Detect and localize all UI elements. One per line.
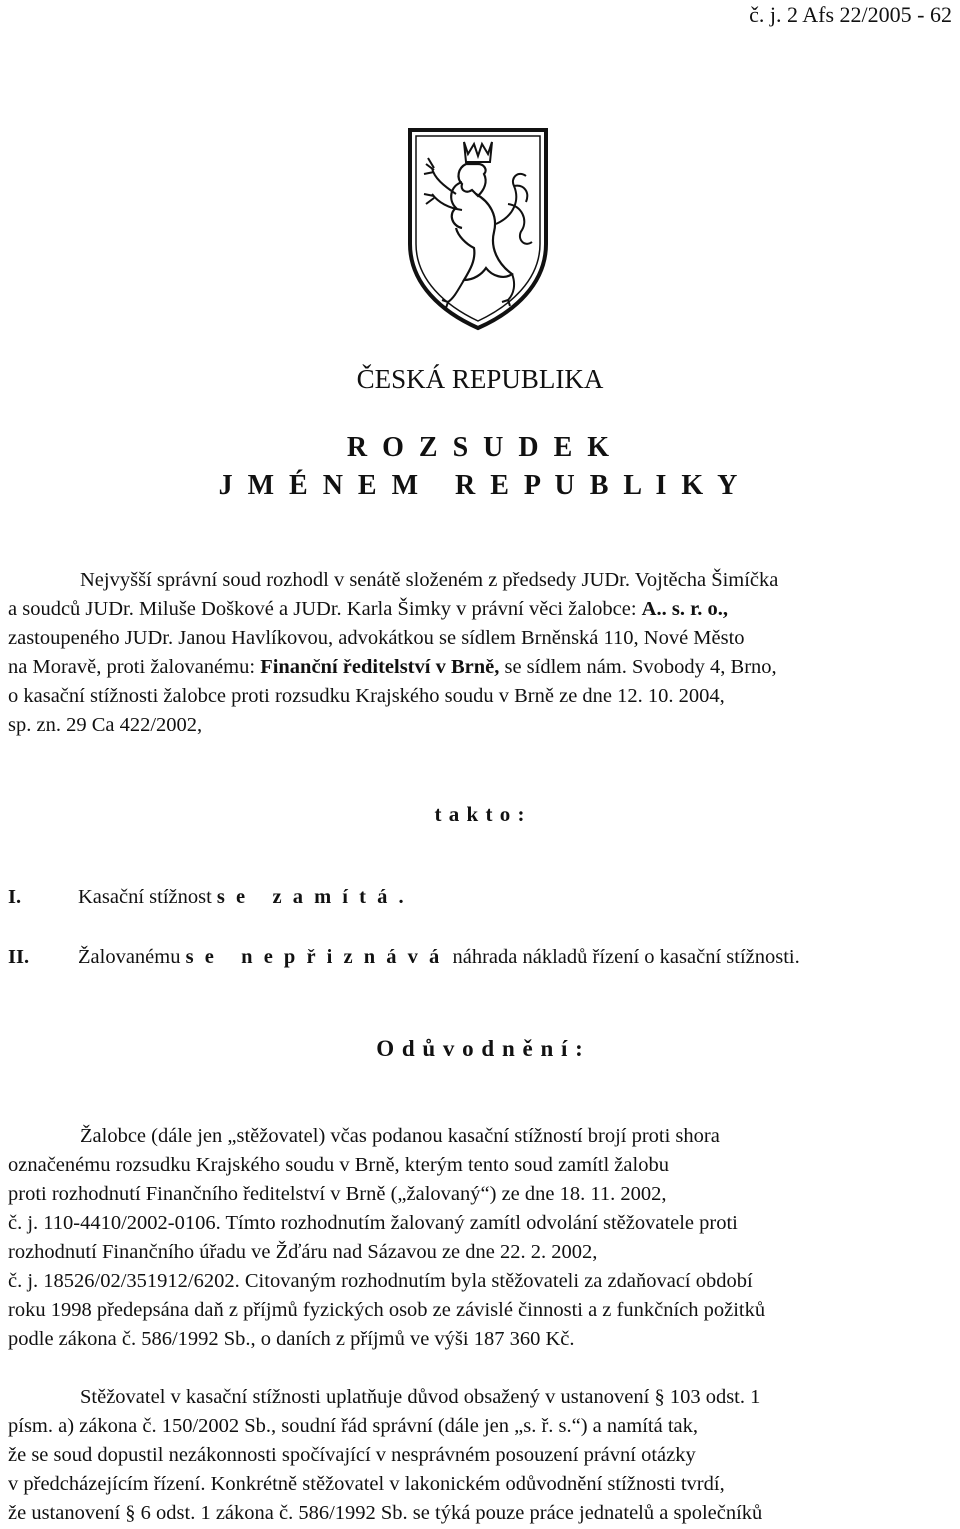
intro-line-2: a soudců JUDr. Miluše Doškové a JUDr. Karla Šimky v právní věci žalobce: A.. s. r. o., bbox=[8, 598, 729, 620]
body-line: písm. a) zákona č. 150/2002 Sb., soudní řád správní (dále jen „s. ř. s.“) a namítá tak, bbox=[8, 1415, 698, 1437]
body-line: podle zákona č. 586/1992 Sb., o daních z příjmů ve výši 187 360 Kč. bbox=[8, 1328, 575, 1350]
body-line: že ustanovení § 6 odst. 1 zákona č. 586/1992 Sb. se týká pouze práce jednatelů a společníků bbox=[8, 1502, 763, 1524]
verdict-item-1: I. Kasační stížnost s e z a m í t á . bbox=[8, 886, 407, 908]
intro-line-4: na Moravě, proti žalovanému: Finanční ředitelství v Brně, se sídlem nám. Svobody 4, Brno, bbox=[8, 656, 777, 678]
body-line: Žalobce (dále jen „stěžovatel) včas podanou kasační stížností brojí proti shora bbox=[80, 1125, 720, 1147]
intro-line-6: sp. zn. 29 Ca 422/2002, bbox=[8, 714, 203, 736]
body-line: roku 1998 předepsána daň z příjmů fyzických osob ze závislé činnosti a z funkčních požitků bbox=[8, 1299, 766, 1321]
body-line: Stěžovatel v kasační stížnosti uplatňuje důvod obsažený v ustanovení § 103 odst. 1 bbox=[80, 1386, 761, 1408]
body-line: označenému rozsudku Krajského soudu v Brně, kterým tento soud zamítl žalobu bbox=[8, 1154, 669, 1176]
body-line: v předcházejícím řízení. Konkrétně stěžovatel v lakonickém odůvodnění stížnosti tvrdí, bbox=[8, 1473, 725, 1495]
case-reference: č. j. 2 Afs 22/2005 - 62 bbox=[749, 2, 952, 27]
intro-line-5: o kasační stížnosti žalobce proti rozsudku Krajského soudu v Brně ze dne 12. 10. 2004, bbox=[8, 685, 725, 707]
defendant-name: Finanční ředitelství v Brně, bbox=[260, 656, 500, 678]
state-name: ČESKÁ REPUBLIKA bbox=[356, 364, 604, 394]
intro-paragraph bbox=[8, 566, 954, 740]
plaintiff-name: A.. s. r. o. bbox=[641, 598, 723, 620]
reasoning-paragraph-2 bbox=[8, 1383, 954, 1528]
verdict-item-2: II. Žalovanému s e n e p ř i z n á v á náhrada nákladů řízení o kasační stížnosti. bbox=[8, 946, 800, 968]
body-line: č. j. 18526/02/351912/6202. Citovaným rozhodnutím byla stěžovateli za zdaňovací období bbox=[8, 1270, 753, 1292]
body-line: č. j. 110-4410/2002-0106. Tímto rozhodnutím žalovaný zamítl odvolání stěžovatele proti bbox=[8, 1212, 738, 1234]
document-title: R O Z S U D E K bbox=[346, 432, 614, 463]
body-line: že se soud dopustil nezákonnosti spočívající v nesprávném posouzení právní otázky bbox=[8, 1444, 696, 1466]
body-line: proti rozhodnutí Finančního ředitelství v Brně („žalovaný“) ze dne 18. 11. 2002, bbox=[8, 1183, 667, 1205]
body-line: rozhodnutí Finančního úřadu ve Žďáru nad Sázavou ze dne 22. 2. 2002, bbox=[8, 1241, 598, 1263]
czech-lion-emblem-icon bbox=[404, 124, 552, 332]
reasoning-heading: O d ů v o d n ě n í : bbox=[376, 1036, 584, 1061]
intro-line-3: zastoupeného JUDr. Janou Havlíkovou, advokátkou se sídlem Brněnská 110, Nové Město bbox=[8, 627, 745, 649]
document-subtitle: J M É N E M R E P U B L I K Y bbox=[218, 470, 742, 501]
intro-line-1: Nejvyšší správní soud rozhodl v senátě složeném z předsedy JUDr. Vojtěcha Šimíčka bbox=[80, 569, 779, 591]
takto-heading: t a k t o : bbox=[434, 802, 526, 826]
reasoning-paragraph-1 bbox=[8, 1122, 954, 1354]
